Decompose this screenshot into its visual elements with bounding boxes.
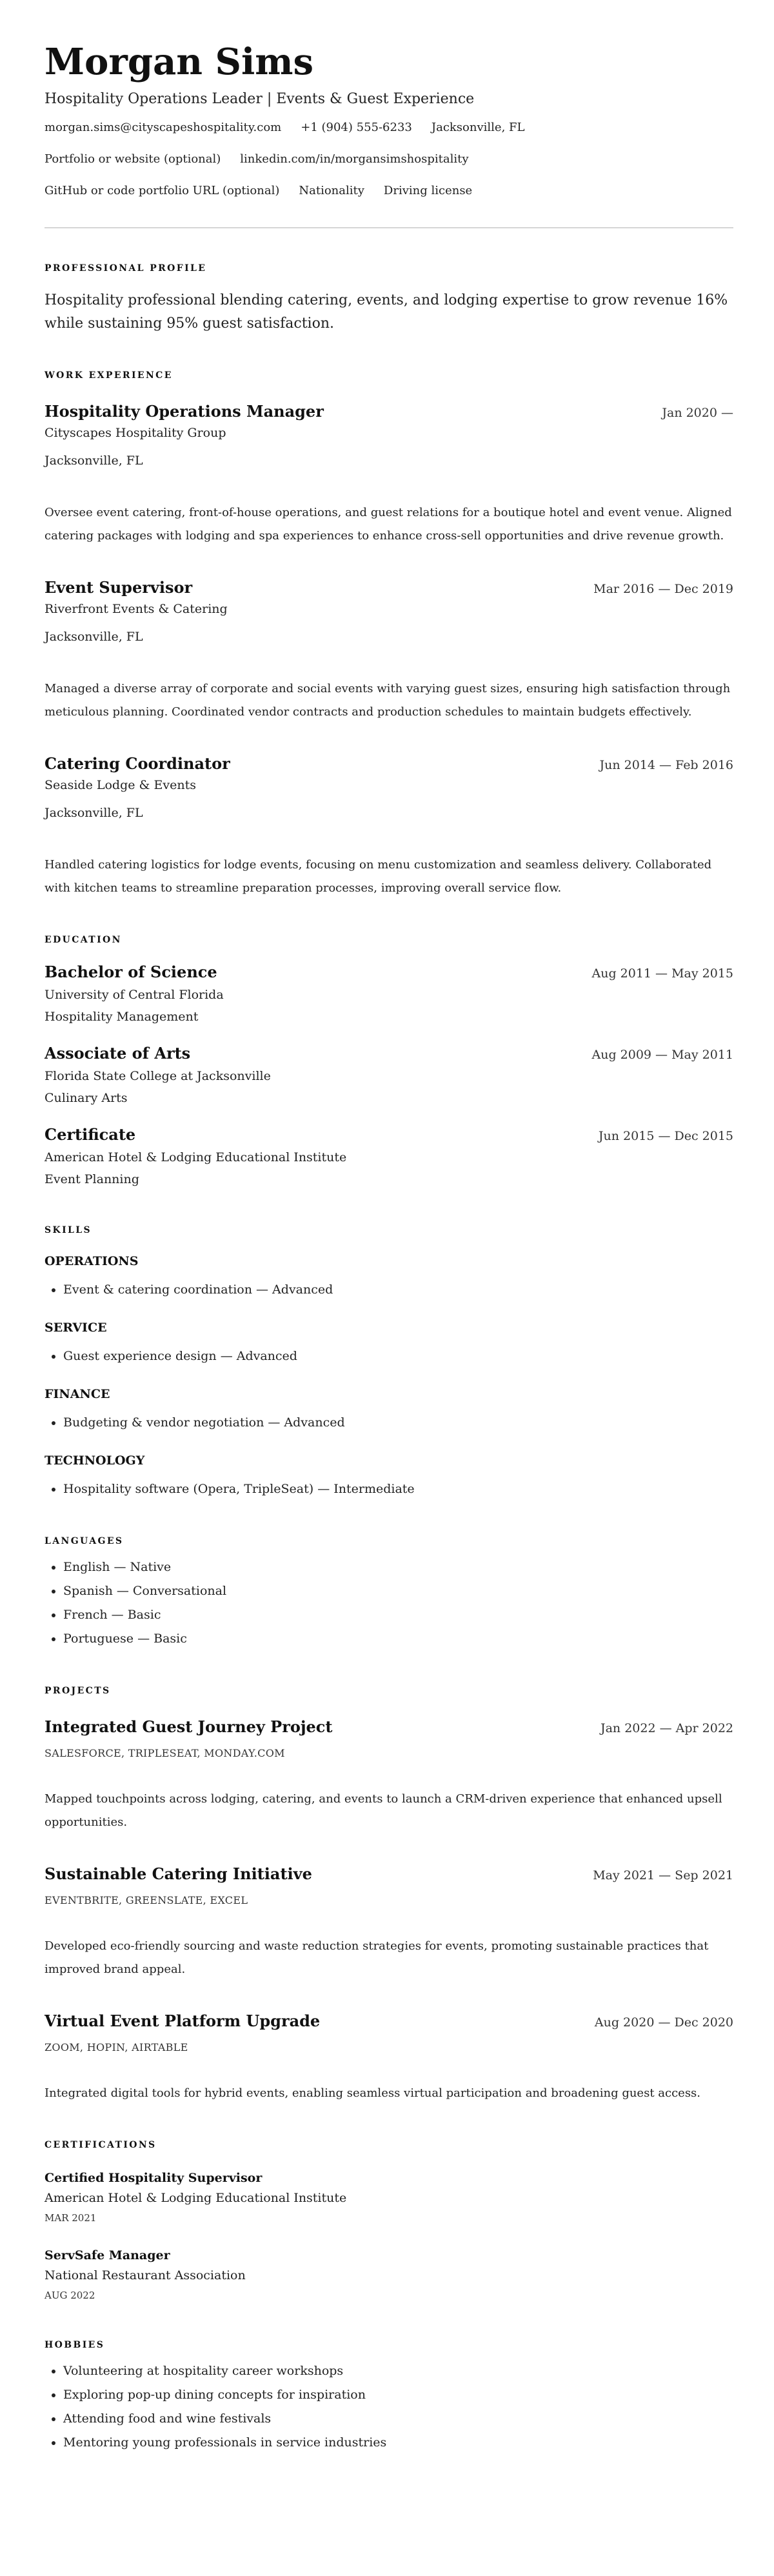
skill-item: • Guest experience design — Advanced bbox=[63, 1344, 733, 1368]
hobbies-list bbox=[45, 2359, 733, 2455]
section-heading: EDUCATION bbox=[45, 935, 122, 945]
certification-date: AUG 2022 bbox=[45, 2290, 95, 2301]
contact-line-2 bbox=[45, 150, 733, 168]
certification-entry bbox=[45, 2168, 733, 2228]
skill-category: OPERATIONS bbox=[45, 1254, 139, 1268]
job-location: Jacksonville, FL bbox=[45, 630, 143, 644]
skill-category: SERVICE bbox=[45, 1321, 107, 1335]
language-item: • Spanish — Conversational bbox=[63, 1579, 733, 1603]
certification-name: Certified Hospitality Supervisor bbox=[45, 2171, 263, 2185]
skill-item: • Budgeting & vendor negotiation — Advanced bbox=[63, 1411, 733, 1435]
job-title: Event Supervisor bbox=[45, 578, 193, 597]
job-dates: Jan 2020 — bbox=[662, 406, 733, 420]
skill-list bbox=[45, 1477, 733, 1501]
entry-header bbox=[45, 1717, 733, 1739]
certification-date: MAR 2021 bbox=[45, 2212, 97, 2224]
education-entry bbox=[45, 1043, 733, 1109]
entry-header bbox=[45, 1043, 733, 1065]
skill-category: TECHNOLOGY bbox=[45, 1453, 145, 1468]
language-item: • English — Native bbox=[63, 1555, 733, 1579]
job-description: Handled catering logistics for lodge events, focusing on menu customization and seamless delivery. Collaborated with kitchen teams to streamline preparation processes, improving overall service flow. bbox=[45, 858, 712, 895]
language-item: • Portuguese — Basic bbox=[63, 1627, 733, 1651]
work-entry bbox=[45, 577, 733, 724]
location: Jacksonville, FL bbox=[431, 121, 525, 134]
phone: +1 (904) 555-6233 bbox=[301, 121, 412, 134]
field-of-study: Event Planning bbox=[45, 1172, 139, 1186]
header-divider bbox=[45, 227, 733, 228]
education-dates: Aug 2009 — May 2011 bbox=[591, 1048, 733, 1062]
job-description: Managed a diverse array of corporate and social events with varying guest sizes, ensuring high satisfaction through meticulous planning. Coordinated vendor contracts and production schedules to maintain budgets effectively. bbox=[45, 682, 731, 719]
skill-item: • Event & catering coordination — Advanced bbox=[63, 1278, 733, 1302]
section-heading: PROJECTS bbox=[45, 1686, 111, 1696]
project-title: Integrated Guest Journey Project bbox=[45, 1717, 333, 1736]
job-dates: Jun 2014 — Feb 2016 bbox=[599, 758, 733, 772]
job-title: Hospitality Operations Manager bbox=[45, 402, 324, 421]
section-heading: CERTIFICATIONS bbox=[45, 2140, 157, 2150]
language-item: • French — Basic bbox=[63, 1603, 733, 1627]
education-section bbox=[45, 934, 733, 1190]
skill-item: • Hospitality software (Opera, TripleSeat) — Intermediate bbox=[63, 1477, 733, 1501]
driving-license: Driving license bbox=[383, 184, 473, 197]
languages-section bbox=[45, 1535, 733, 1651]
skills-section bbox=[45, 1224, 733, 1501]
section-heading: SKILLS bbox=[45, 1225, 92, 1235]
project-title: Sustainable Catering Initiative bbox=[45, 1864, 312, 1883]
project-dates: Jan 2022 — Apr 2022 bbox=[600, 1721, 733, 1735]
degree: Associate of Arts bbox=[45, 1044, 191, 1063]
field-of-study: Hospitality Management bbox=[45, 1010, 199, 1024]
contact-line-3 bbox=[45, 182, 733, 200]
profile-text: Hospitality professional blending catering, events, and lodging expertise to grow revenue 16% while sustaining 95% guest satisfaction. bbox=[45, 292, 728, 332]
project-title: Virtual Event Platform Upgrade bbox=[45, 2012, 321, 2030]
project-description: Mapped touchpoints across lodging, catering, and events to launch a CRM-driven experience that enhanced upsell opportunities. bbox=[45, 1792, 722, 1829]
job-dates: Mar 2016 — Dec 2019 bbox=[593, 582, 733, 596]
entry-header bbox=[45, 754, 733, 775]
school: University of Central Florida bbox=[45, 988, 224, 1002]
profile-section bbox=[45, 262, 733, 335]
field-of-study: Culinary Arts bbox=[45, 1091, 128, 1105]
education-entry bbox=[45, 1124, 733, 1190]
languages-list bbox=[45, 1555, 733, 1651]
hobby-item: • Attending food and wine festivals bbox=[63, 2407, 733, 2431]
project-description: Integrated digital tools for hybrid events, enabling seamless virtual participation and broadening guest access. bbox=[45, 2086, 701, 2100]
company: Seaside Lodge & Events bbox=[45, 778, 196, 792]
headline: Hospitality Operations Leader | Events & Guest Experience bbox=[45, 91, 475, 107]
job-location: Jacksonville, FL bbox=[45, 454, 143, 468]
project-entry bbox=[45, 1864, 733, 1981]
certification-issuer: American Hotel & Lodging Educational Institute bbox=[45, 2191, 347, 2205]
company: Riverfront Events & Catering bbox=[45, 602, 228, 616]
work-section bbox=[45, 369, 733, 900]
school: Florida State College at Jacksonville bbox=[45, 1069, 271, 1083]
portfolio-link[interactable]: Portfolio or website (optional) bbox=[45, 152, 221, 166]
contact-line-1 bbox=[45, 119, 733, 137]
work-entry bbox=[45, 401, 733, 548]
project-description: Developed eco-friendly sourcing and waste reduction strategies for events, promoting sustainable practices that improved brand appeal. bbox=[45, 1939, 709, 1976]
school: American Hotel & Lodging Educational Institute bbox=[45, 1150, 347, 1164]
education-entry bbox=[45, 962, 733, 1028]
github-link[interactable]: GitHub or code portfolio URL (optional) bbox=[45, 184, 280, 197]
skill-list bbox=[45, 1278, 733, 1302]
linkedin-link[interactable]: linkedin.com/in/morgansimshospitality bbox=[240, 152, 469, 166]
job-title: Catering Coordinator bbox=[45, 754, 230, 773]
skill-category: FINANCE bbox=[45, 1387, 110, 1401]
hobby-item: • Exploring pop-up dining concepts for inspiration bbox=[63, 2383, 733, 2407]
resume-header bbox=[45, 37, 733, 200]
entry-header bbox=[45, 1124, 733, 1146]
section-heading: LANGUAGES bbox=[45, 1536, 124, 1546]
company: Cityscapes Hospitality Group bbox=[45, 426, 226, 440]
project-dates: May 2021 — Sep 2021 bbox=[593, 1868, 733, 1882]
hobby-item: • Volunteering at hospitality career workshops bbox=[63, 2359, 733, 2383]
section-heading: PROFESSIONAL PROFILE bbox=[45, 263, 207, 274]
project-tech: SALESFORCE, TRIPLESEAT, MONDAY.COM bbox=[45, 1747, 285, 1759]
hobbies-section bbox=[45, 2339, 733, 2455]
skill-list bbox=[45, 1344, 733, 1368]
project-entry bbox=[45, 2011, 733, 2105]
email-link[interactable]: morgan.sims@cityscapeshospitality.com bbox=[45, 121, 282, 134]
project-dates: Aug 2020 — Dec 2020 bbox=[594, 2015, 733, 2030]
entry-header bbox=[45, 1864, 733, 1886]
certification-name: ServSafe Manager bbox=[45, 2248, 170, 2262]
section-heading: HOBBIES bbox=[45, 2340, 105, 2350]
education-dates: Aug 2011 — May 2015 bbox=[591, 966, 733, 981]
job-location: Jacksonville, FL bbox=[45, 806, 143, 820]
entry-header bbox=[45, 962, 733, 984]
entry-header bbox=[45, 401, 733, 423]
certification-issuer: National Restaurant Association bbox=[45, 2268, 246, 2282]
education-dates: Jun 2015 — Dec 2015 bbox=[598, 1129, 733, 1143]
project-tech: EVENTBRITE, GREENSLATE, EXCEL bbox=[45, 1894, 248, 1906]
certifications-section bbox=[45, 2139, 733, 2305]
hobby-item: • Mentoring young professionals in service industries bbox=[63, 2431, 733, 2455]
job-description: Oversee event catering, front-of-house operations, and guest relations for a boutique hotel and event venue. Aligned catering packages with lodging and spa experiences to enhance cross-sell opportunities and drive revenue growth. bbox=[45, 506, 732, 543]
nationality: Nationality bbox=[299, 184, 364, 197]
project-entry bbox=[45, 1717, 733, 1834]
section-heading: WORK EXPERIENCE bbox=[45, 370, 173, 381]
work-entry bbox=[45, 754, 733, 900]
skill-list bbox=[45, 1411, 733, 1435]
projects-section bbox=[45, 1684, 733, 2105]
candidate-name: Morgan Sims bbox=[45, 41, 313, 83]
entry-header bbox=[45, 2011, 733, 2033]
certification-entry bbox=[45, 2246, 733, 2305]
entry-header bbox=[45, 577, 733, 599]
project-tech: ZOOM, HOPIN, AIRTABLE bbox=[45, 2041, 188, 2053]
degree: Certificate bbox=[45, 1125, 136, 1144]
degree: Bachelor of Science bbox=[45, 963, 217, 981]
